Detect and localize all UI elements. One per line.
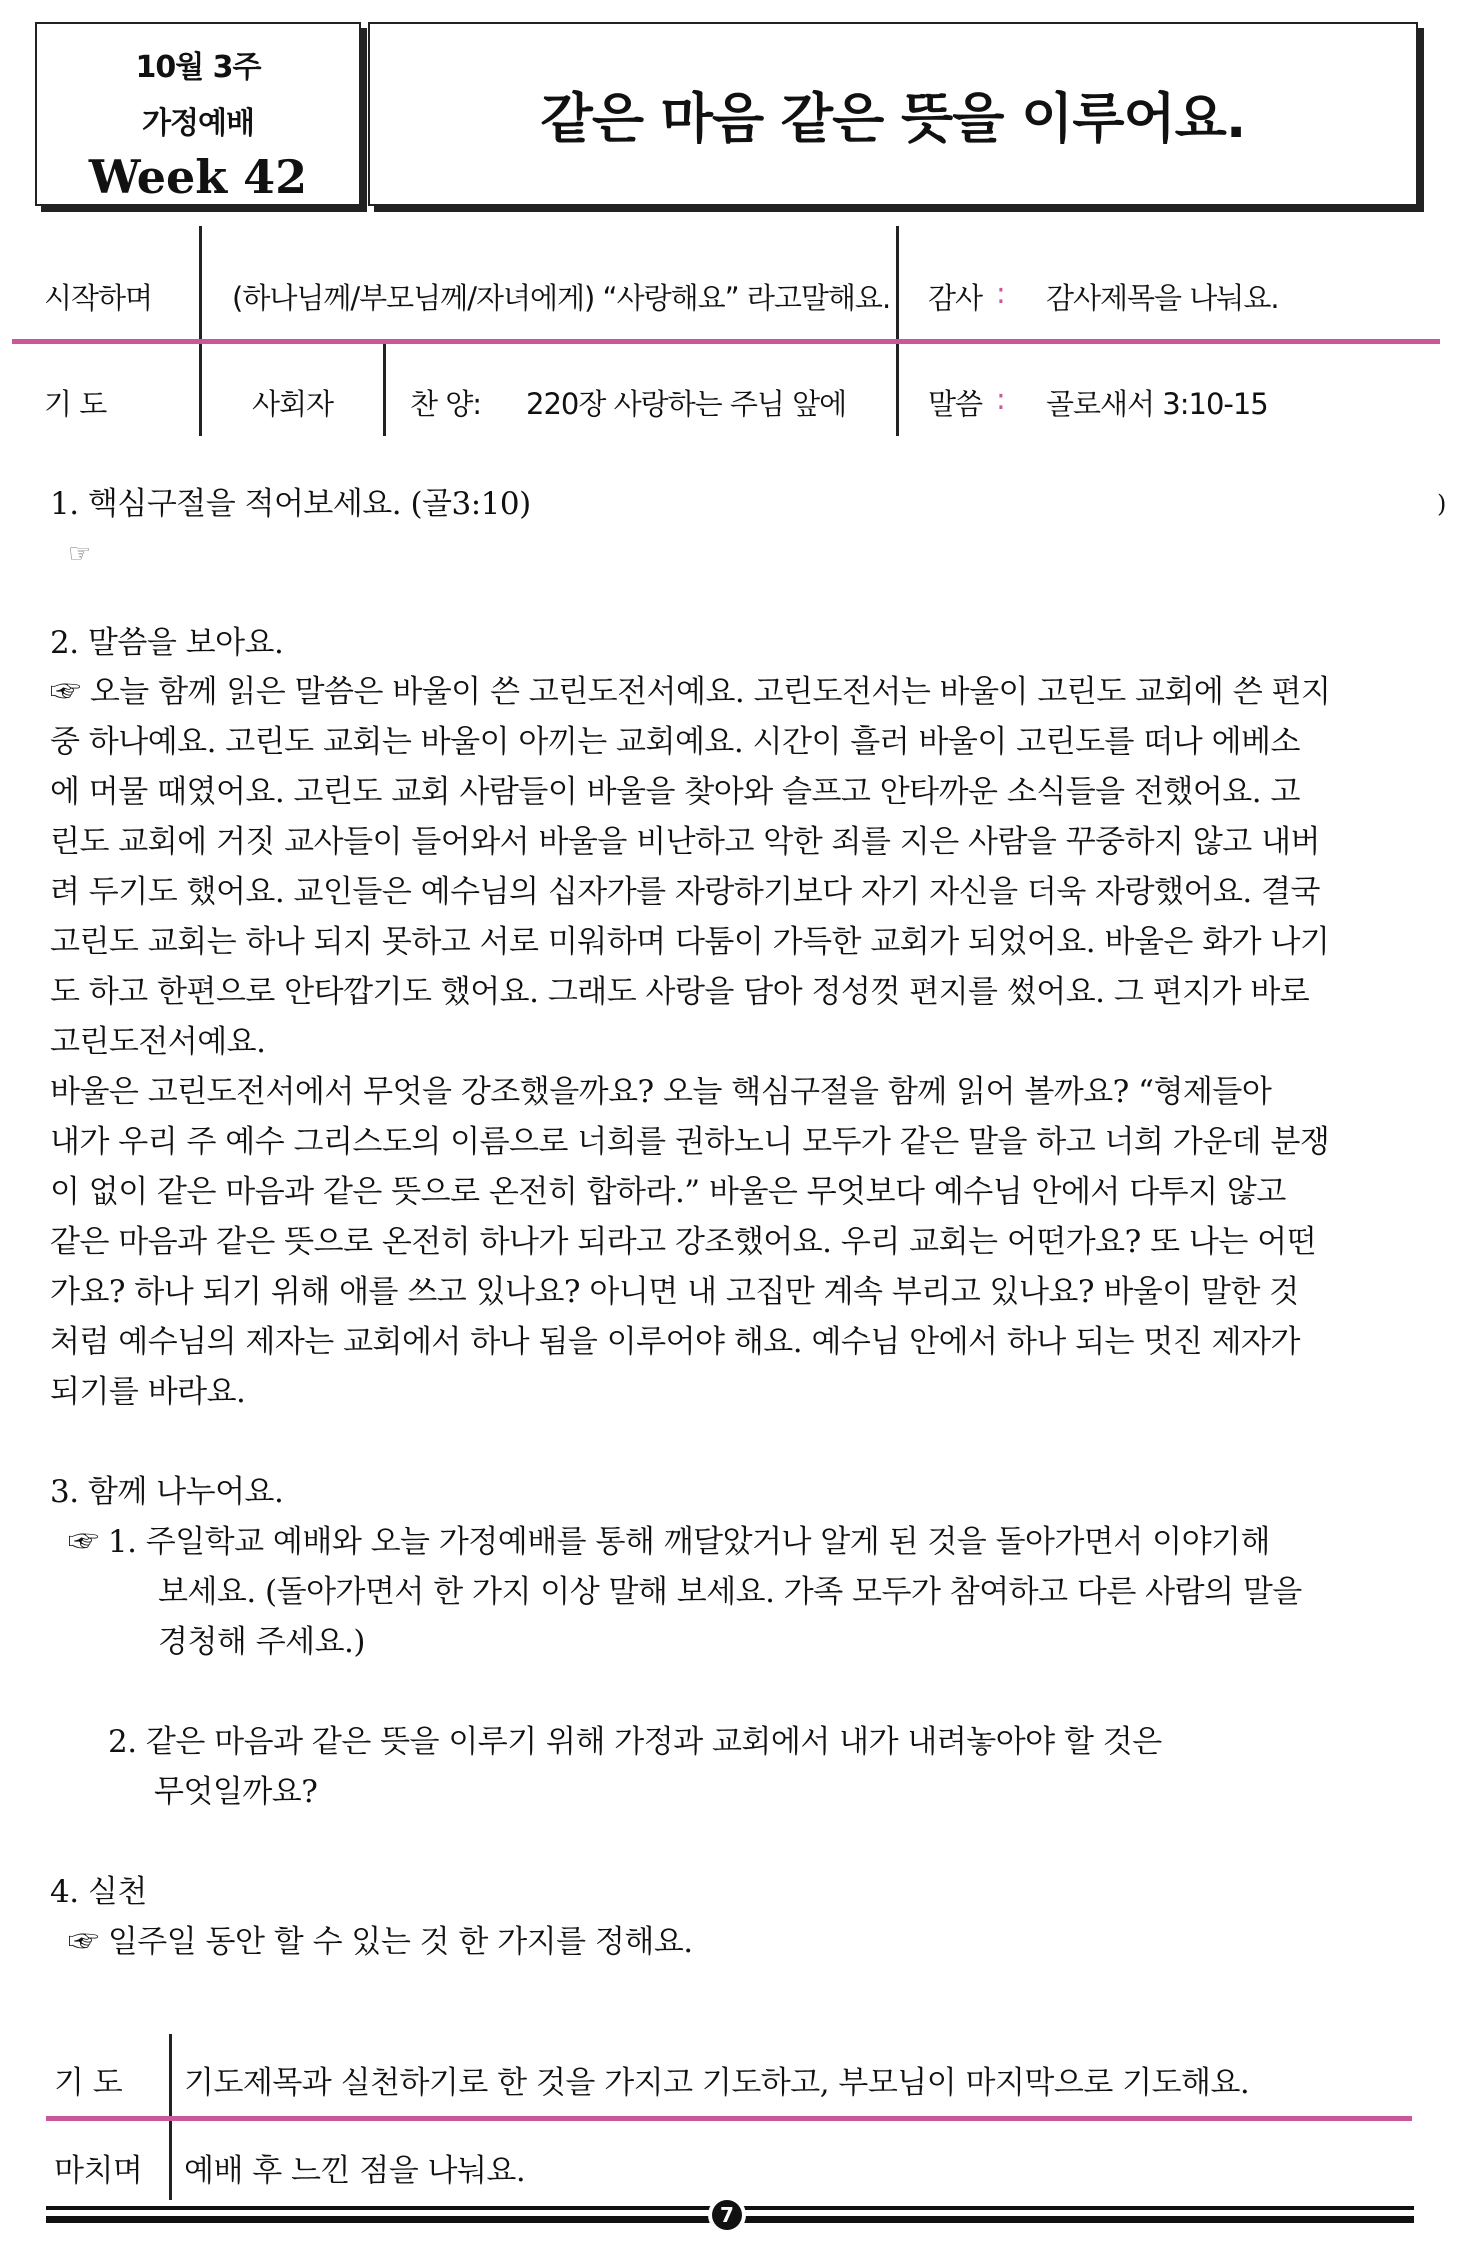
section3-heading: 3. 함께 나누어요.: [50, 1474, 284, 1510]
word-colon: :: [996, 382, 1005, 416]
question1-line: 보세요. (돌아가면서 한 가지 이상 말해 보세요. 가족 모두가 참여하고 다른 사람의 말을: [158, 1574, 1302, 1610]
body-line: 도 하고 한편으로 안타깝기도 했어요. 그래도 사랑을 담아 정성껏 편지를 썼어요. 그 편지가 바로: [50, 974, 1310, 1010]
question1-line: 경청해 주세요.): [158, 1624, 365, 1660]
info-divider: [199, 226, 202, 436]
thanks-label: 감사: [928, 281, 983, 315]
body-line: 에 머물 때였어요. 고린도 교회 사람들이 바울을 찾아와 슬프고 안타까운 소식들을 전했어요. 고: [50, 774, 1300, 810]
pointer-icon: ☞: [68, 539, 91, 569]
question2-line: 무엇일까요?: [154, 1774, 318, 1810]
title-box: [368, 22, 1418, 206]
thanks-colon: :: [996, 276, 1005, 310]
closing-prayer-text: 기도제목과 실천하기로 한 것을 가지고 기도하고, 부모님이 마지막으로 기도해요.: [184, 2065, 1250, 2101]
word-text: 골로새서 3:10-15: [1046, 387, 1268, 421]
week-date: 10월 3주: [135, 50, 261, 85]
body-line: 바울은 고린도전서에서 무엇을 강조했을까요? 오늘 핵심구절을 함께 읽어 볼까요? “형제들아: [50, 1074, 1272, 1110]
section1-heading: 1. 핵심구절을 적어보세요. (골3:10): [50, 486, 531, 522]
body-line: 이 없이 같은 마음과 같은 뜻으로 온전히 합하라.” 바울은 무엇보다 예수님 안에서 다투지 않고: [50, 1174, 1286, 1210]
body-line: 고린도전서예요.: [50, 1024, 266, 1060]
section4-heading: 4. 실천: [50, 1874, 147, 1910]
body-line: 고린도 교회는 하나 되지 못하고 서로 미워하며 다툼이 가득한 교회가 되었어요. 바울은 화가 나기: [50, 924, 1330, 960]
body-line: ☞ 오늘 함께 읽은 말씀은 바울이 쓴 고린도전서예요. 고린도전서는 바울이 고린도 교회에 쓴 편지: [50, 674, 1331, 710]
info-separator: [12, 339, 1440, 344]
hymn-text: 220장 사랑하는 주님 앞에: [526, 387, 847, 421]
question2-line: 2. 같은 마음과 같은 뜻을 이루기 위해 가정과 교회에서 내가 내려놓아야 할 것은: [108, 1724, 1162, 1760]
closing-end-text: 예배 후 느낀 점을 나눠요.: [184, 2153, 526, 2189]
closing-separator: [46, 2116, 1412, 2121]
question1-line: ☞ 1. 주일학교 예배와 오늘 가정예배를 통해 깨달았거나 알게 된 것을 돌아가면서 이야기해: [68, 1524, 1270, 1560]
week-box: [35, 22, 361, 206]
thanks-text: 감사제목을 나눠요.: [1046, 281, 1279, 315]
section2-body: [50, 667, 1330, 1417]
body-line: 처럼 예수님의 제자는 교회에서 하나 됨을 이루어야 해요. 예수님 안에서 하나 되는 멋진 제자가: [50, 1324, 1300, 1360]
info-divider: [896, 226, 899, 436]
body-line: 려 두기도 했어요. 교인들은 예수님의 십자가를 자랑하기보다 자기 자신을 더욱 자랑했어요. 결국: [50, 874, 1320, 910]
body-line: 린도 교회에 거짓 교사들이 들어와서 바울을 비난하고 악한 죄를 지은 사람을 꾸중하지 않고 내버: [50, 824, 1320, 860]
closing-prayer-label: 기 도: [54, 2065, 123, 2101]
body-line: 같은 마음과 같은 뜻으로 온전히 하나가 되라고 강조했어요. 우리 교회는 어떤가요? 또 나는 어떤: [50, 1224, 1317, 1260]
word-label: 말씀: [928, 387, 983, 421]
page-number: 7: [712, 2200, 742, 2230]
leader-label: 사회자: [252, 387, 334, 421]
start-label: 시작하며: [44, 281, 153, 315]
body-line: 되기를 바라요.: [50, 1374, 246, 1410]
body-line: 가요? 하나 되기 위해 애를 쓰고 있나요? 아니면 내 고집만 계속 부리고 있나요? 바울이 말한 것: [50, 1274, 1299, 1310]
section1-right-mark: ): [1437, 490, 1446, 518]
body-line: 중 하나예요. 고린도 교회는 바울이 아끼는 교회예요. 시간이 흘러 바울이 고린도를 떠나 에베소: [50, 724, 1300, 760]
week-number: Week 42: [88, 150, 308, 204]
closing-end-label: 마치며: [54, 2153, 143, 2189]
start-text: (하나님께/부모님께/자녀에게) “사랑해요” 라고말해요.: [232, 281, 891, 315]
hymn-label: 찬 양:: [410, 387, 482, 421]
week-subtitle: 가정예배: [142, 106, 254, 141]
practice-line: ☞ 일주일 동안 할 수 있는 것 한 가지를 정해요.: [68, 1924, 693, 1960]
prayer-label: 기 도: [44, 387, 107, 421]
body-line: 내가 우리 주 예수 그리스도의 이름으로 너희를 권하노니 모두가 같은 말을 하고 너희 가운데 분쟁: [50, 1124, 1330, 1160]
info-divider: [383, 342, 386, 436]
section2-heading: 2. 말씀을 보아요.: [50, 625, 284, 661]
page-title: 같은 마음 같은 뜻을 이루어요.: [540, 86, 1246, 150]
